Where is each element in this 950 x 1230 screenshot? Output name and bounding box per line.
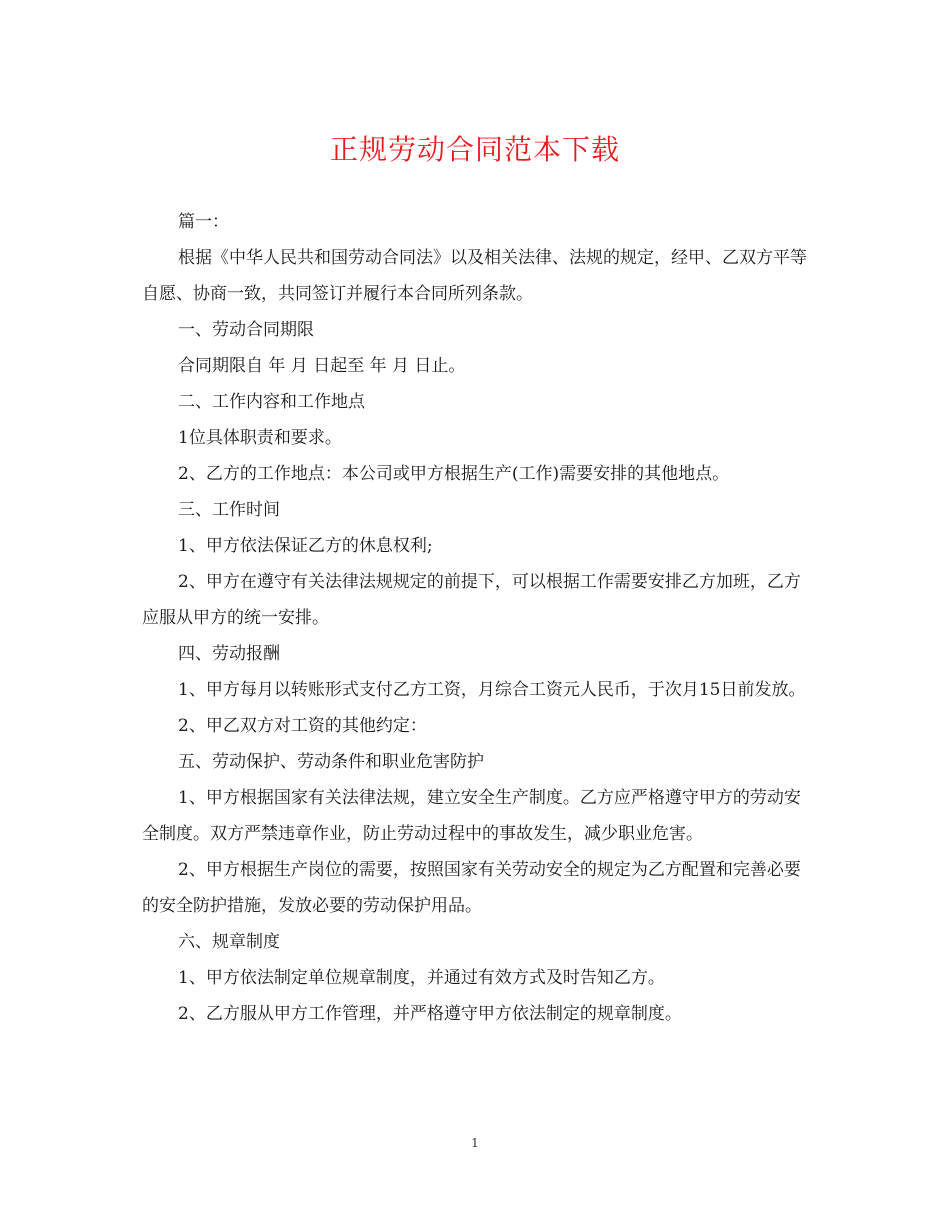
paragraph-preamble: 根据《中华人民共和国劳动合同法》以及相关法律、法规的规定，经甲、乙双方平等自愿、协商一致，共同签订并履行本合同所列条款。: [142, 248, 807, 304]
document-title: 正规劳动合同范本下载: [329, 133, 620, 166]
paragraph-work-time-2: 2、甲方在遵守有关法律法规规定的前提下，可以根据工作需要安排乙方加班，乙方应服从甲方的统一安排。: [142, 572, 801, 628]
heading-remuneration: 四、劳动报酬: [178, 644, 280, 664]
paragraph-work-time-1: 1、甲方依法保证乙方的休息权利;: [178, 536, 433, 556]
paragraph-rules-2: 2、乙方服从甲方工作管理，并严格遵守甲方依法制定的规章制度。: [178, 1004, 682, 1024]
paragraph-work-content-2: 2、乙方的工作地点：本公司或甲方根据生产(工作)需要安排的其他地点。: [178, 464, 730, 484]
heading-labor-protection: 五、劳动保护、劳动条件和职业危害防护: [178, 752, 484, 772]
paragraph-remuneration-1: 1、甲方每月以转账形式支付乙方工资，月综合工资元人民币，于次月15日前发放。: [178, 680, 806, 700]
paragraph-labor-protection-1: 1、甲方根据国家有关法律法规，建立安全生产制度。乙方应严格遵守甲方的劳动安全制度。双方严禁违章作业，防止劳动过程中的事故发生，减少职业危害。: [142, 788, 801, 844]
paragraph-rules-1: 1、甲方依法制定单位规章制度，并通过有效方式及时告知乙方。: [178, 968, 665, 988]
heading-work-time: 三、工作时间: [178, 500, 280, 520]
heading-work-content: 二、工作内容和工作地点: [178, 392, 365, 412]
paragraph-work-content-1: 1位具体职责和要求。: [178, 428, 342, 448]
paragraph-labor-protection-2: 2、甲方根据生产岗位的需要，按照国家有关劳动安全的规定为乙方配置和完善必要的安全防护措施，发放必要的劳动保护用品。: [142, 860, 801, 916]
heading-contract-term: 一、劳动合同期限: [178, 320, 314, 340]
document-body: [142, 204, 814, 1032]
paragraph-section-label: 篇一：: [178, 212, 229, 232]
paragraph-remuneration-2: 2、甲乙双方对工资的其他约定：: [178, 716, 427, 736]
heading-rules: 六、规章制度: [178, 932, 280, 952]
page-number: 1: [471, 1136, 479, 1150]
paragraph-contract-term: 合同期限自 年 月 日起至 年 月 日止。: [178, 356, 466, 376]
